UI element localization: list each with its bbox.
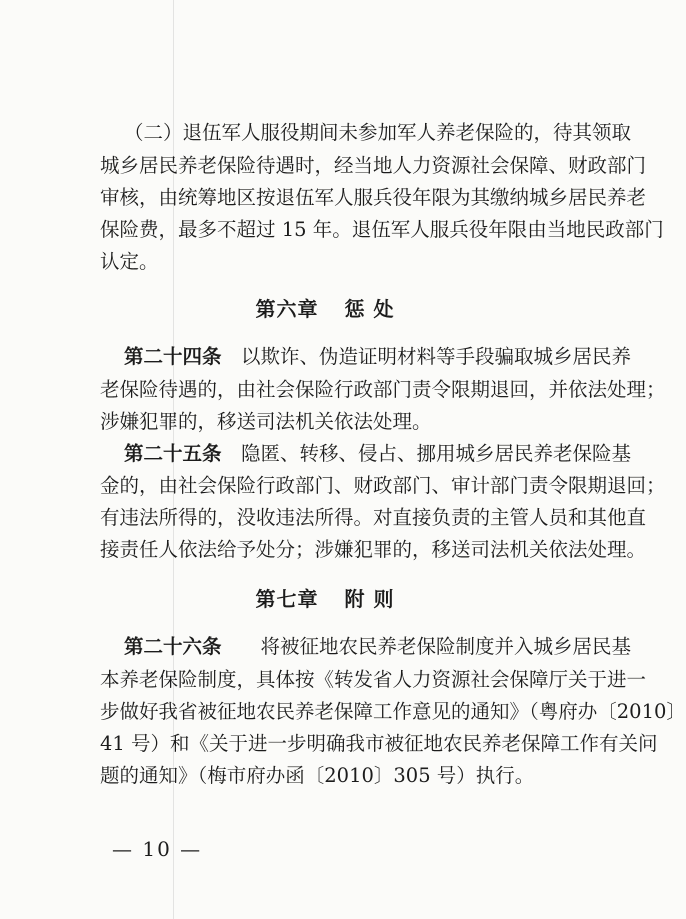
article-25-label: 第二十五条 [124,442,222,465]
article-24-line-3: 涉嫌犯罪的，移送司法机关依法处理。 [100,410,432,433]
paragraph-2-line-5: 认定。 [100,250,159,273]
article-24-text-1: 以欺诈、伪造证明材料等手段骗取城乡居民养 [241,345,632,368]
article-25-line-2: 金的，由社会保险行政部门、财政部门、审计部门责令限期退回； [100,474,666,497]
article-24-label: 第二十四条 [124,345,222,368]
article-26-line-5: 题的通知》（梅市府办函〔2010〕305 号）执行。 [100,764,535,787]
article-26-text-1: 将被征地农民养老保险制度并入城乡居民基 [260,635,632,658]
paragraph-2-line-2: 城乡居民养老保险待遇时，经当地人力资源社会保障、财政部门 [100,154,647,177]
chapter-6-heading [0,294,650,324]
paragraph-2-line-1: （二）退伍军人服役期间未参加军人养老保险的，待其领取 [124,121,632,144]
article-25-text-1: 隐匿、转移、侵占、挪用城乡居民养老保险基 [241,442,632,465]
chapter-7-title: 附 则 [344,587,395,611]
paragraph-2-line-3: 审核，由统筹地区按退伍军人服兵役年限为其缴纳城乡居民养老 [100,186,647,209]
article-25-line-4: 接责任人依法给予处分；涉嫌犯罪的，移送司法机关依法处理。 [100,538,647,561]
article-25-line-3: 有违法所得的，没收违法所得。对直接负责的主管人员和其他直 [100,506,647,529]
article-26-line-1 [124,632,632,662]
article-26-line-2: 本养老保险制度，具体按《转发省人力资源社会保障厅关于进一 [100,668,647,691]
article-24-line-2: 老保险待遇的，由社会保险行政部门责令限期退回，并依法处理； [100,378,666,401]
article-26-line-4: 41 号）和《关于进一步明确我市被征地农民养老保障工作有关问 [100,732,658,755]
page-number: — 10 — [112,837,203,861]
article-26-label: 第二十六条 [124,635,222,658]
chapter-6-title: 惩 处 [344,297,395,321]
paragraph-2-line-4: 保险费，最多不超过 15 年。退伍军人服兵役年限由当地民政部门 [100,218,664,241]
article-24-line-1 [124,342,632,372]
chapter-7-number: 第七章 [255,587,319,611]
article-25-line-1 [124,439,632,469]
chapter-7-heading [0,584,650,614]
chapter-6-number: 第六章 [255,297,319,321]
article-26-line-3: 步做好我省被征地农民养老保障工作意见的通知》（粤府办〔2010〕 [100,700,686,723]
